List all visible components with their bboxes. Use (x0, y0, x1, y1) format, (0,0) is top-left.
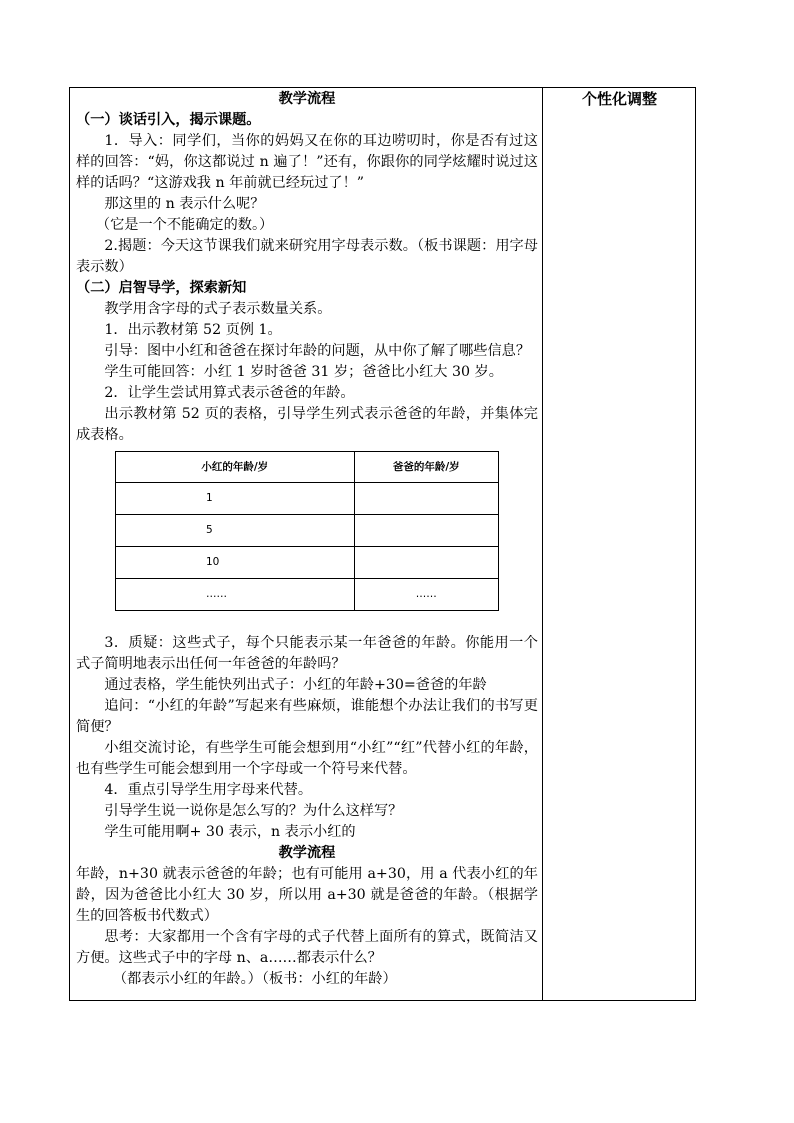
table-cell (354, 483, 498, 515)
side-column-title: 个性化调整 (581, 90, 657, 108)
guide-question: 引导：图中小红和爸爸在探讨年龄的问题，从中你了解了哪些信息？ (104, 343, 531, 359)
main-column-title: 教学流程 (278, 91, 336, 107)
table-row (116, 547, 499, 579)
question-n: 那这里的 n 表示什么呢？ (104, 196, 265, 212)
table-cell (354, 547, 498, 579)
student-letter-answer: 学生可能用啊+ 30 表示，n 表示小红的 (104, 824, 356, 840)
table-cell: 5 (116, 515, 355, 547)
table-cell: 10 (116, 547, 355, 579)
step-4: 4．重点引导学生用字母来代替。 (104, 782, 313, 798)
answer-n: （它是一个不能确定的数。） (95, 217, 274, 233)
table-row (116, 515, 499, 547)
table-cell: …… (116, 579, 355, 611)
section-1-heading: （一）谈话引入，揭示课题。 (76, 112, 261, 128)
table-row (116, 579, 499, 611)
teaching-goal: 教学用含字母的式子表示数量关系。 (104, 301, 332, 317)
letter-explanation: 年龄，n+30 就表示爸爸的年龄；也有可能用 a+30，用 a 代表小红的年龄，因为爸爸比小红大 30 岁，所以用 a+30 就是爸爸的年龄。（根据学生的回答板书代数式） (76, 866, 538, 924)
age-table-header-father: 爸爸的年龄/岁 (354, 452, 498, 483)
intro-paragraph: 1．导入：同学们，当你的妈妈又在你的耳边唠叨时，你是否有过这样的回答：“妈，你这都说过 n 遍了！”还有，你跟你的同学炫耀时说过这样的话吗？“这游戏我 n 年前就已经玩过了！” (76, 133, 538, 191)
table-cell: 1 (116, 483, 355, 515)
step-2: 2．让学生尝试用算式表示爸爸的年龄。 (104, 385, 355, 401)
spacer (76, 611, 538, 633)
table-row (116, 483, 499, 515)
formula-line: 通过表格，学生能快列出式子：小红的年龄+30=爸爸的年龄 (104, 677, 487, 693)
main-column (76, 89, 538, 990)
example-1: 1．出示教材第 52 页例 1。 (104, 322, 282, 338)
table-cell (354, 515, 498, 547)
final-answer: （都表示小红的年龄。）（板书：小红的年龄） (112, 971, 397, 987)
follow-up-question: 追问：“小红的年龄”写起来有些麻烦，谁能想个办法让我们的书写更简便？ (76, 698, 538, 735)
age-table-header-xiaohong: 小红的年龄/岁 (116, 452, 355, 483)
table-instruction: 出示教材第 52 页的表格，引导学生列式表示爸爸的年龄，并集体完成表格。 (76, 406, 538, 443)
repeat-title: 教学流程 (278, 845, 336, 861)
student-answer: 学生可能回答：小红 1 岁时爸爸 31 岁；爸爸比小红大 30 岁。 (104, 364, 503, 380)
group-discussion: 小组交流讨论，有些学生可能会想到用“小红”“红”代替小红的年龄，也有些学生可能会想到用一个字母或一个符号来代替。 (76, 740, 538, 777)
column-divider (542, 87, 543, 1001)
step-3-question: 3．质疑：这些式子，每个只能表示某一年爸爸的年龄。你能用一个式子简明地表示出任何一年爸爸的年龄吗？ (76, 635, 538, 672)
section-2-heading: （二）启智导学，探索新知 (76, 280, 247, 296)
thinking-question: 思考：大家都用一个含有字母的式子代替上面所有的算式，既简洁又方便。这些式子中的字母 n、a……都表示什么？ (76, 929, 538, 966)
topic-reveal: 2.揭题：今天这节课我们就来研究用字母表示数。（板书课题：用字母表示数） (76, 238, 538, 275)
guide-explain: 引导学生说一说你是怎么写的？为什么这样写？ (104, 803, 403, 819)
table-cell: …… (354, 579, 498, 611)
age-table (115, 451, 499, 611)
